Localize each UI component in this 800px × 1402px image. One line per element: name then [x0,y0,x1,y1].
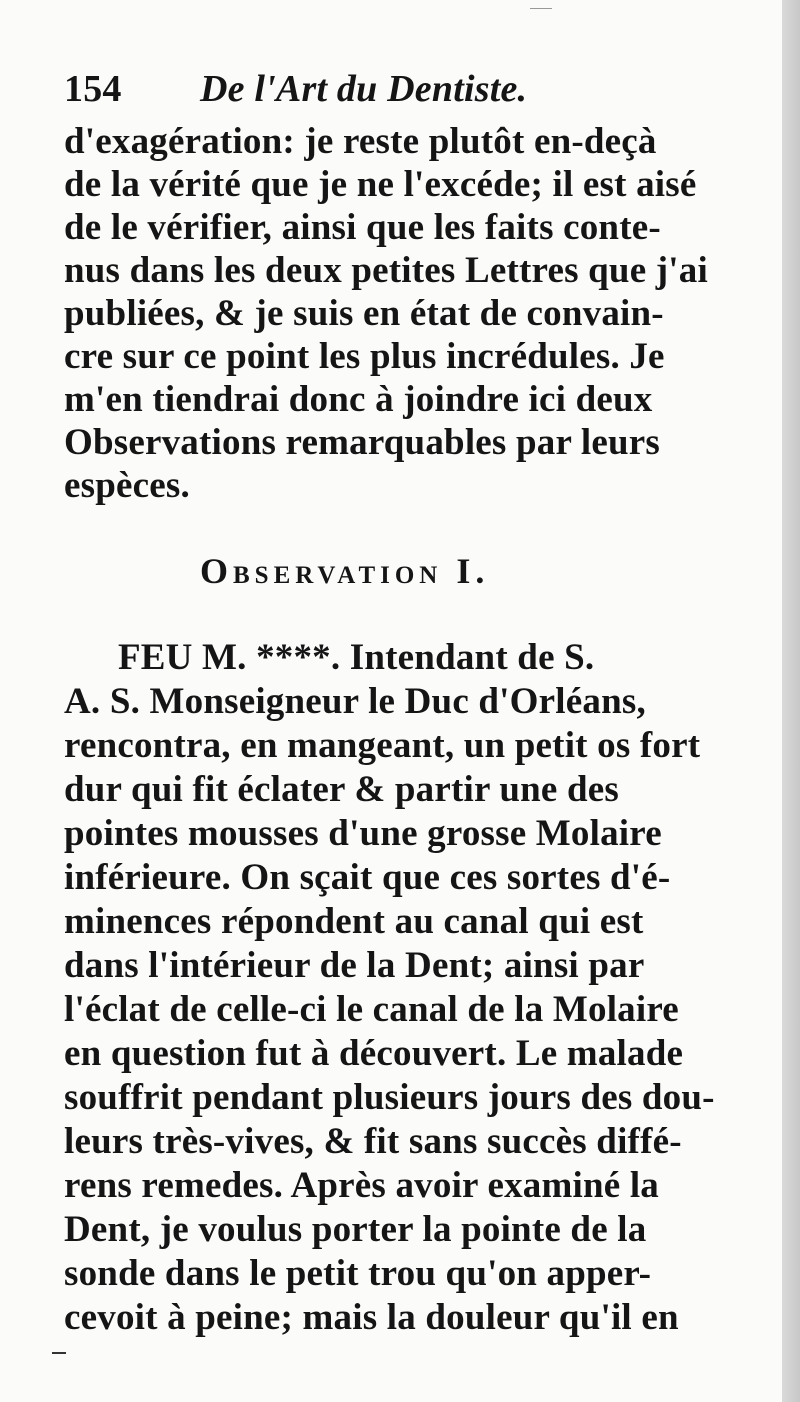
text-line: cevoit à peine; mais la douleur qu'il en [64,1297,679,1338]
observation-heading: Observation I. [200,551,490,591]
text-line: sonde dans le petit trou qu'on apper- [64,1253,652,1294]
text-line: espèces. [64,465,190,506]
text-line: dans l'intérieur de la Dent; ainsi par [64,945,645,986]
text-line: FEU M. ****. Intendant de S. [118,637,595,678]
text-line: Observations remarquables par leurs [64,422,660,463]
text-line: publiées, & je suis en état de convain- [64,293,664,334]
text-line: dur qui fit éclater & partir une des [64,769,619,810]
page-number: 154 [64,68,122,110]
text-line: rens remedes. Après avoir examiné la [64,1165,660,1206]
text-line: pointes mousses d'une grosse Molaire [64,813,662,854]
text-line: souffrit pendant plusieurs jours des dou- [64,1077,715,1118]
text-line: leurs très-vives, & fit sans succès diffé- [64,1121,682,1162]
text-line: nus dans les deux petites Lettres que j'ai [64,250,708,291]
text-line: de la vérité que je ne l'excéde; il est aisé [64,164,697,205]
text-line: rencontra, en mangeant, un petit os fort [64,725,701,766]
crop-mark [530,0,552,9]
running-title: De l'Art du Dentiste. [200,68,528,110]
text-line: en question fut à découvert. Le malade [64,1033,684,1074]
margin-mark [52,1352,66,1354]
text-line: m'en tiendrai donc à joindre ici deux [64,379,653,420]
page-header [64,64,754,114]
text-line: A. S. Monseigneur le Duc d'Orléans, [64,681,646,722]
text-line: inférieure. On sçait que ces sortes d'é- [64,857,671,898]
text-line: minences répondent au canal qui est [64,901,644,942]
page-edge-shadow [782,0,800,1402]
text-line: de le vérifier, ainsi que les faits conte- [64,207,661,248]
text-line: d'exagération: je reste plutôt en-deçà [64,121,657,162]
text-line: Dent, je voulus porter la pointe de la [64,1209,647,1250]
text-line: l'éclat de celle-ci le canal de la Molaire [64,989,679,1030]
text-line: cre sur ce point les plus incrédules. Je [64,336,665,377]
